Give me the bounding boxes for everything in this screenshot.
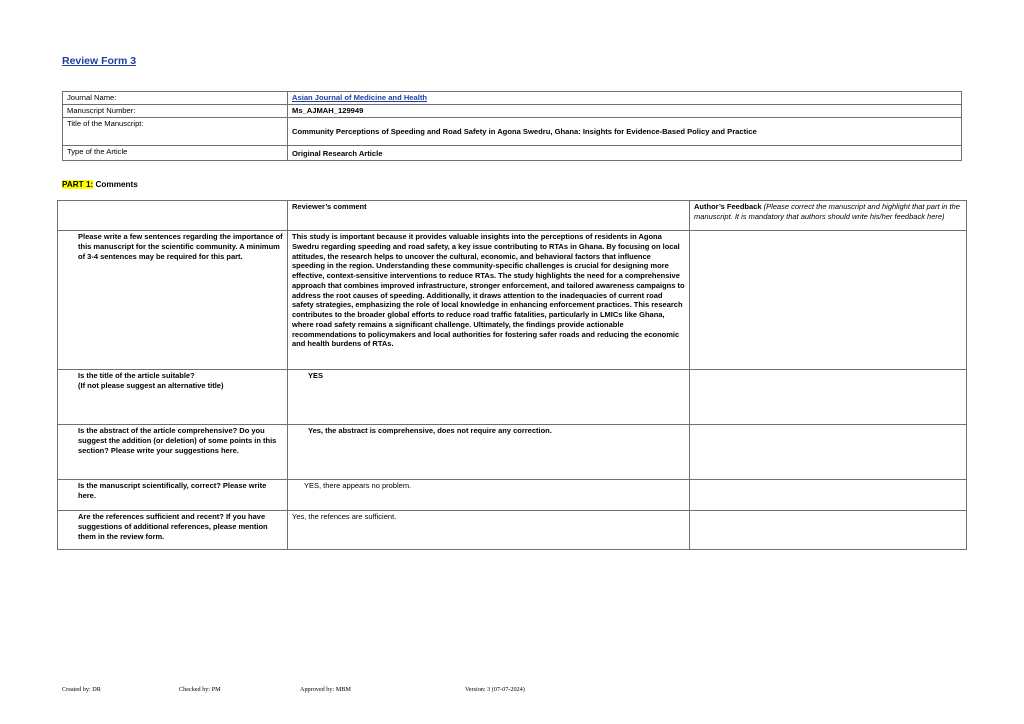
manuscript-number-value: Ms_AJMAH_129949 xyxy=(288,105,962,118)
author-feedback-header-title: Author’s Feedback xyxy=(694,202,762,211)
comment-title-suitable: YES xyxy=(288,370,690,425)
manuscript-title-row xyxy=(63,118,962,146)
question-scientific: Is the manuscript scientifically, correct? Please write here. xyxy=(58,480,288,511)
article-type-label: Type of the Article xyxy=(63,146,288,161)
table-row xyxy=(58,370,967,425)
feedback-title-suitable[interactable] xyxy=(690,370,967,425)
table-row xyxy=(58,480,967,511)
author-feedback-header xyxy=(690,201,967,231)
part1-heading xyxy=(62,180,138,189)
question-abstract: Is the abstract of the article comprehensive? Do you suggest the addition (or deletion) of some points in this section? Please write your suggestions here. xyxy=(58,425,288,480)
table-row xyxy=(58,231,967,370)
comment-importance: This study is important because it provides valuable insights into the perceptions of residents in Agona Swedru regarding speeding and road safety, a key issue contributing to RTAs in Ghana. By focusing on local attitudes, the research helps to uncover the cultural, economic, and behavioral factors that influence speeding in the region. Understanding these community-specific challenges is crucial for designing more effective, context-sensitive interventions to reduce RTAs. The study highlights the need for a comprehensive approach that combines improved infrastructure, stronger enforcement, and tailored awareness campaigns to address the root causes of speeding. Additionally, it draws attention to the inadequacies of current road safety strategies, emphasizing the role of local knowledge in enhancing enforcement practices. This research contributes to the broader global efforts to reduce road traffic fatalities, particularly in LMICs like Ghana, where road safety remains a significant challenge. Ultimately, the findings provide actionable recommendations to policymakers and local authorities for fostering safer roads and reducing the economic and health burdens of RTAs. xyxy=(288,231,690,370)
feedback-abstract[interactable] xyxy=(690,425,967,480)
question-importance: Please write a few sentences regarding the importance of this manuscript for the scientific community. A minimum of 3-4 sentences may be required for this part. xyxy=(58,231,288,370)
feedback-scientific[interactable] xyxy=(690,480,967,511)
journal-name-label: Journal Name: xyxy=(63,92,288,105)
comments-header-row xyxy=(58,201,967,231)
question-header-cell xyxy=(58,201,288,231)
table-row xyxy=(58,511,967,550)
comment-scientific: YES, there appears no problem. xyxy=(288,480,690,511)
part1-title: Comments xyxy=(93,180,138,189)
question-references: Are the references sufficient and recent? If you have suggestions of additional references, please mention them in the review form. xyxy=(58,511,288,550)
manuscript-number-label: Manuscript Number: xyxy=(63,105,288,118)
comment-references: Yes, the refences are sufficient. xyxy=(288,511,690,550)
journal-name-row xyxy=(63,92,962,105)
question-title-suitable: Is the title of the article suitable? (If not please suggest an alternative title) xyxy=(58,370,288,425)
manuscript-title-value: Community Perceptions of Speeding and Road Safety in Agona Swedru, Ghana: Insights for Evidence-Based Policy and Practice xyxy=(288,118,962,146)
article-type-row xyxy=(63,146,962,161)
feedback-references[interactable] xyxy=(690,511,967,550)
journal-name-link[interactable]: Asian Journal of Medicine and Health xyxy=(292,93,428,102)
author-feedback-header-note: (Please correct the manuscript and highlight that part in the manuscript. It is mandatory that authors should write his/her feedback here) xyxy=(694,202,960,221)
comments-table xyxy=(57,200,967,550)
manuscript-title-label: Title of the Manuscript: xyxy=(63,118,288,146)
reviewer-comment-header: Reviewer’s comment xyxy=(288,201,690,231)
footer-approved-by: Approved by: MBM xyxy=(300,686,351,693)
footer-version: Version: 3 (07-07-2024) xyxy=(465,686,525,693)
article-type-value: Original Research Article xyxy=(288,146,962,161)
footer-created-by: Created by: DR xyxy=(62,686,101,693)
manuscript-number-row xyxy=(63,105,962,118)
feedback-importance[interactable] xyxy=(690,231,967,370)
part1-label: PART 1: xyxy=(62,180,94,189)
footer-checked-by: Checked by: PM xyxy=(179,686,221,693)
comment-abstract: Yes, the abstract is comprehensive, does not require any correction. xyxy=(288,425,690,480)
manuscript-info-table xyxy=(62,91,962,161)
table-row xyxy=(58,425,967,480)
form-title: Review Form 3 xyxy=(62,55,137,67)
